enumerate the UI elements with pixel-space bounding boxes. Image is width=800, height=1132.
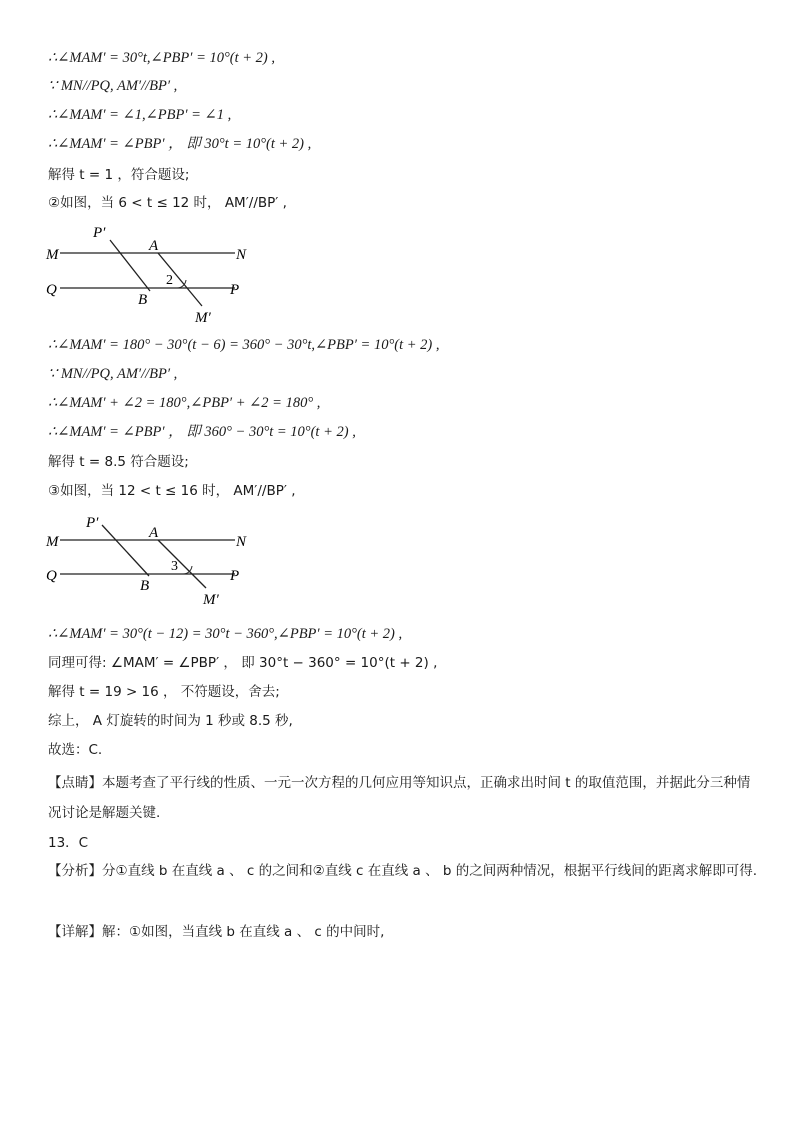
label-q: Q: [46, 282, 57, 298]
label-n: N: [236, 534, 247, 550]
label-p-prime: P′: [86, 515, 99, 531]
label-m: M: [46, 247, 59, 263]
text-line-9: ∴∠MAM′ + ∠2 = 180°,∠PBP′ + ∠2 = 180° ,: [48, 395, 321, 411]
label-b: B: [138, 292, 148, 308]
label-p: P: [230, 282, 240, 298]
geometry-figure-1: [40, 222, 270, 326]
label-m-prime: M′: [203, 592, 219, 608]
label-q: Q: [46, 568, 57, 584]
label-angle: 2: [166, 273, 173, 288]
text-line-10: ∴∠MAM′ = ∠PBP′ ， 即 360° − 30°t = 10°(t + 2) ,: [48, 424, 356, 440]
label-a: A: [149, 238, 159, 254]
label-p: P: [230, 568, 240, 584]
label-m-prime: M′: [195, 310, 211, 326]
label-angle: 3: [171, 559, 178, 574]
text-line-15: 解得 t = 19 > 16 ， 不符题设，舍去;: [48, 684, 280, 700]
text-line-1: ∴∠MAM′ = 30°t,∠PBP′ = 10°(t + 2) ,: [48, 50, 275, 66]
geometry-figure-2: [40, 512, 270, 608]
text-line-6: ②如图，当 6 < t ≤ 12 时， AM′//BP′ ,: [48, 195, 287, 211]
text-line-xiangjie: 【详解】解：①如图，当直线 b 在直线 a 、 c 的中间时,: [48, 924, 385, 940]
text-line-12: ③如图，当 12 < t ≤ 16 时， AM′//BP′ ,: [48, 483, 296, 499]
label-n: N: [236, 247, 247, 263]
label-p-prime: P′: [93, 225, 106, 241]
label-b: B: [140, 578, 150, 594]
label-a: A: [149, 525, 159, 541]
text-line-13: ∴∠MAM′ = 30°(t − 12) = 30°t − 360°,∠PBP′ = 10°(t + 2) ,: [48, 626, 403, 642]
text-line-4: ∴∠MAM′ = ∠PBP′ ， 即 30°t = 10°(t + 2) ,: [48, 136, 312, 152]
text-line-7: ∴∠MAM′ = 180° − 30°(t − 6) = 360° − 30°t,∠PBP′ = 10°(t + 2) ,: [48, 337, 440, 353]
text-line-17: 故选：C.: [48, 742, 103, 758]
text-paragraph-dianjing: 【点睛】本题考查了平行线的性质、一元一次方程的几何应用等知识点，正确求出时间 t 的取值范围，并据此分三种情况讨论是解题关键.: [48, 775, 751, 821]
text-line-11: 解得 t = 8.5 符合题设;: [48, 454, 189, 470]
question-number: 13．C: [48, 835, 89, 851]
text-line-14: 同理可得: ∠MAM′ = ∠PBP′ ， 即 30°t − 360° = 10°(t + 2) ,: [48, 655, 438, 671]
text-line-3: ∴∠MAM′ = ∠1,∠PBP′ = ∠1 ,: [48, 107, 232, 123]
text-paragraph-fenxi: 【分析】分①直线 b 在直线 a 、 c 的之间和②直线 c 在直线 a 、 b 的之间两种情况，根据平行线间的距离求解即可得.: [48, 863, 758, 879]
text-line-16: 综上， A 灯旋转的时间为 1 秒或 8.5 秒,: [48, 713, 293, 729]
text-line-8: ∵ MN//PQ, AM′//BP′ ,: [48, 366, 178, 382]
text-line-2: ∵ MN//PQ, AM′//BP′ ,: [48, 78, 178, 94]
label-m: M: [46, 534, 59, 550]
text-line-5: 解得 t = 1 ，符合题设;: [48, 167, 190, 183]
